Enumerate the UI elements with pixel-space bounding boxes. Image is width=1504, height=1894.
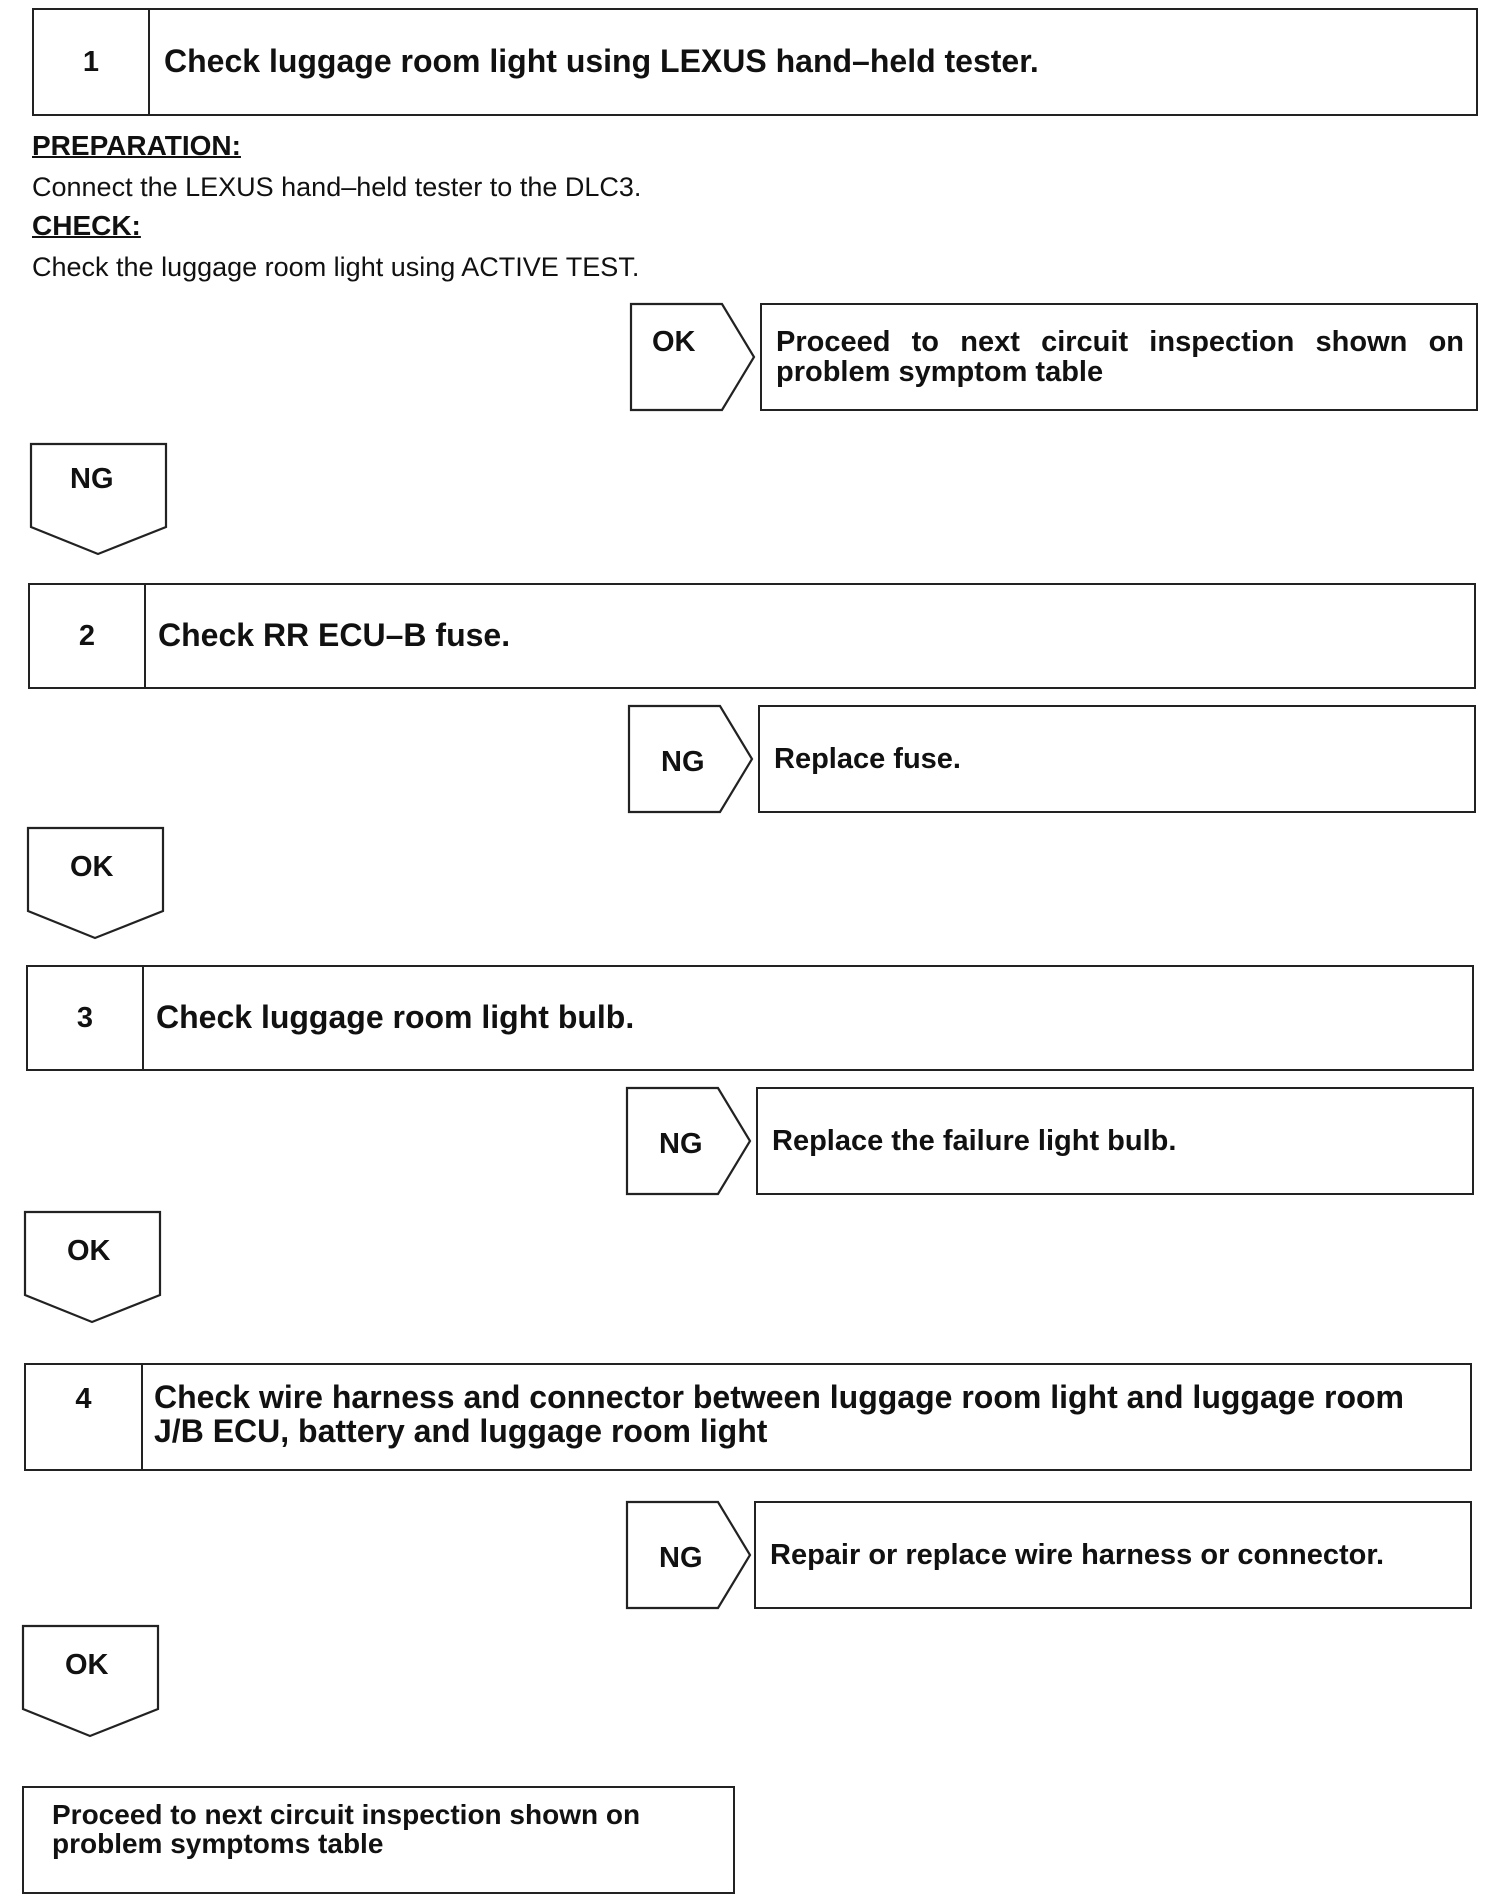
step-3-title: Check luggage room light bulb.: [156, 999, 635, 1036]
branch-3-label: NG: [659, 1128, 703, 1160]
step-3-number: 3: [28, 967, 144, 1069]
flow-arrow-2: [27, 827, 167, 942]
check-label: CHECK:: [32, 210, 141, 241]
step-2-number: 2: [30, 585, 146, 687]
branch-1-label: OK: [652, 326, 696, 358]
branch-1-arrow: [630, 303, 760, 413]
step-2-title: Check RR ECU–B fuse.: [158, 617, 511, 654]
step-1-title: Check luggage room light using LEXUS hand–held tester.: [164, 43, 1039, 80]
flow-arrow-3: [24, 1211, 164, 1326]
branch-2-label: NG: [661, 746, 705, 778]
step-4-box: [24, 1363, 1472, 1471]
flow-label-3: OK: [67, 1235, 111, 1267]
step-4-number: 4: [26, 1365, 143, 1469]
flow-arrow-1: [30, 443, 170, 558]
step-1-number: 1: [34, 10, 150, 114]
branch-4-label: NG: [659, 1542, 703, 1574]
step-3-box: [26, 965, 1474, 1071]
branch-2-result: Replace fuse.: [758, 705, 1476, 813]
step-1-box: [32, 8, 1478, 116]
step-4-title: Check wire harness and connector between luggage room light and luggage room J/B ECU, battery and luggage room light: [154, 1379, 1404, 1449]
flow-label-1: NG: [70, 463, 114, 495]
flow-label-2: OK: [70, 851, 114, 883]
branch-4-result: Repair or replace wire harness or connector.: [754, 1501, 1472, 1609]
branch-4-arrow: [626, 1501, 756, 1611]
preparation-text: Connect the LEXUS hand–held tester to the DLC3.: [32, 172, 642, 202]
flow-arrow-4: [22, 1625, 162, 1740]
flow-label-4: OK: [65, 1649, 109, 1681]
check-text: Check the luggage room light using ACTIVE TEST.: [32, 252, 640, 282]
branch-3-arrow: [626, 1087, 756, 1197]
step-2-box: [28, 583, 1476, 689]
branch-1-result: Proceed to next circuit inspection shown on problem symptom table: [760, 303, 1478, 411]
branch-3-result: Replace the failure light bulb.: [756, 1087, 1474, 1195]
final-box: Proceed to next circuit inspection shown on problem symptoms table: [22, 1786, 735, 1894]
branch-2-arrow: [628, 705, 758, 815]
preparation-label: PREPARATION:: [32, 130, 241, 161]
